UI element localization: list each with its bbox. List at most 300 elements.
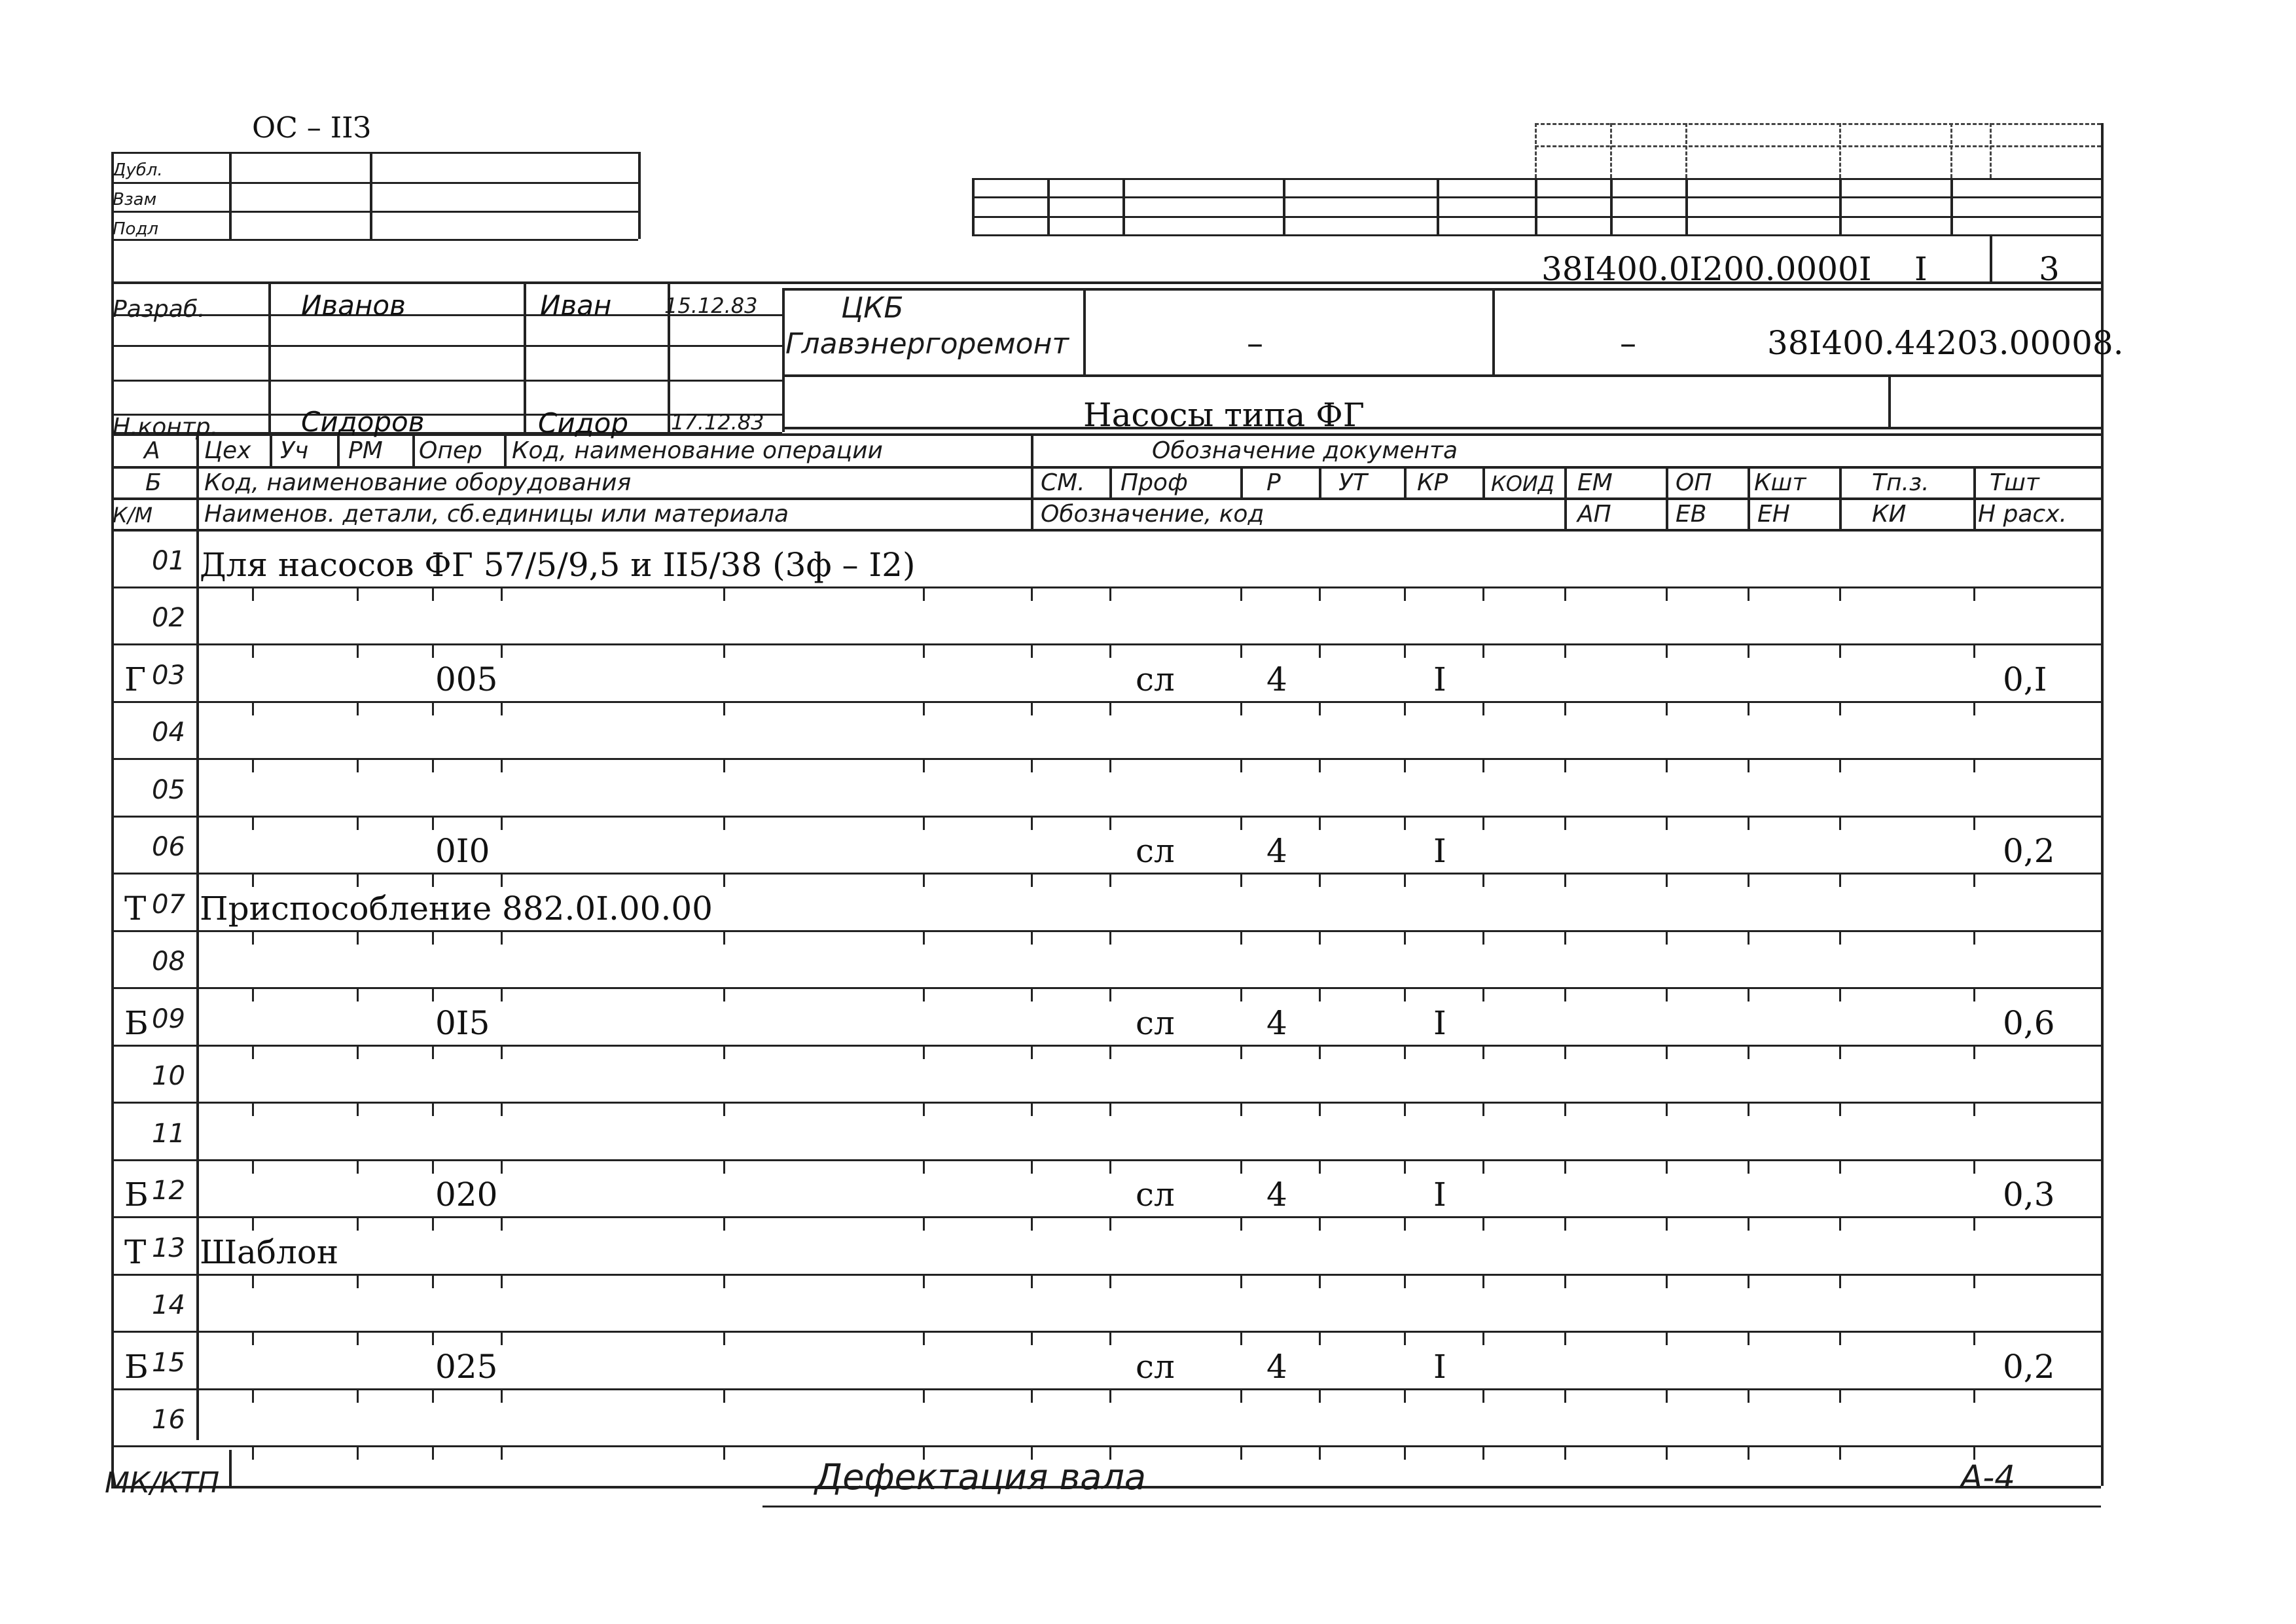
rule-line (111, 758, 2101, 760)
grid-tick (1109, 873, 1111, 887)
grid-tick (252, 1331, 254, 1345)
row-r: 4 (1266, 1348, 1287, 1386)
grid-tick (1666, 701, 1668, 715)
grid-tick (1319, 1102, 1321, 1116)
grid-tick (252, 758, 254, 772)
grid-tick (1404, 1216, 1406, 1231)
rule-line (1109, 466, 1112, 497)
grid-tick (357, 586, 359, 601)
grid-tick (1404, 1274, 1406, 1288)
grid-tick (252, 1216, 254, 1231)
grid-tick (1973, 643, 1975, 658)
row-r: 4 (1266, 1176, 1287, 1214)
grid-tick (1564, 1331, 1566, 1345)
grid-tick (1240, 758, 1242, 772)
grid-tick (923, 1159, 925, 1174)
grid-tick (1240, 1331, 1242, 1345)
grid-tick (1404, 586, 1406, 601)
grid-tick (1564, 1045, 1566, 1059)
grid-tick (1973, 1331, 1975, 1345)
rule-line (1535, 123, 1537, 178)
grid-tick (1666, 930, 1668, 945)
rule-line (1685, 178, 1688, 234)
rule-line (1839, 178, 1842, 234)
grid-tick (1319, 1388, 1321, 1403)
grid-tick (923, 586, 925, 601)
rule-line (229, 1450, 232, 1486)
row-number: 11 (152, 1119, 185, 1149)
rule-line (1319, 466, 1321, 497)
grid-tick (1564, 1102, 1566, 1116)
rule-line (111, 1445, 2101, 1447)
grid-tick (357, 1388, 359, 1403)
nkontr-label: Н.контр. (113, 414, 219, 441)
rule-line (1950, 178, 1953, 234)
rule-line (1535, 178, 1537, 234)
grid-tick (1666, 1388, 1668, 1403)
grid-tick (1482, 1102, 1484, 1116)
header-kst: Кшт (1754, 469, 1806, 496)
grid-tick (1666, 1159, 1668, 1174)
row-kr: І (1433, 660, 1446, 698)
grid-tick (252, 1102, 254, 1116)
row-text: Приспособление 882.0І.00.00 (200, 890, 713, 928)
grid-tick (432, 1216, 434, 1231)
grid-tick (1839, 586, 1841, 601)
rule-line (111, 211, 638, 213)
row-operation: 025 (435, 1348, 498, 1386)
grid-tick (501, 701, 503, 715)
grid-tick (1109, 643, 1111, 658)
rule-line (1666, 466, 1668, 497)
grid-tick (1319, 1045, 1321, 1059)
grid-tick (1240, 1388, 1242, 1403)
grid-tick (357, 987, 359, 1001)
rule-line (1122, 178, 1125, 234)
row-number: 09 (152, 1004, 185, 1034)
header-ev: ЕВ (1676, 501, 1707, 528)
rule-line (1437, 178, 1439, 234)
grid-tick (1748, 873, 1749, 887)
grid-tick (723, 643, 725, 658)
rule-line (111, 987, 2101, 989)
grid-tick (1748, 816, 1749, 830)
grid-tick (1404, 1045, 1406, 1059)
grid-tick (723, 1159, 725, 1174)
grid-tick (501, 1331, 503, 1345)
grid-tick (1482, 816, 1484, 830)
vzam-label: Взам (113, 190, 157, 209)
header-koid: КОИД (1491, 471, 1554, 496)
grid-tick (1564, 701, 1566, 715)
grid-tick (1031, 1216, 1033, 1231)
rule-line (524, 281, 526, 432)
rule-line (370, 152, 372, 239)
row-profession: сл (1136, 1348, 1175, 1386)
grid-tick (723, 701, 725, 715)
rule-line (782, 288, 2101, 291)
grid-tick (923, 643, 925, 658)
header-b: Б (145, 469, 162, 496)
grid-tick (1666, 873, 1668, 887)
row-tsht: 0,2 (2003, 832, 2055, 870)
grid-tick (723, 1045, 725, 1059)
org-line2: Главэнергоремонт (785, 327, 1069, 361)
row-tsht: 0,І (2003, 660, 2047, 698)
header-kod-equipment: Код, наименование оборудования (204, 469, 632, 496)
row-r: 4 (1266, 660, 1287, 698)
grid-tick (357, 643, 359, 658)
rule-line (1685, 123, 1687, 178)
grid-tick (357, 1045, 359, 1059)
grid-tick (1240, 1102, 1242, 1116)
grid-tick (501, 586, 503, 601)
grid-tick (1319, 1216, 1321, 1231)
grid-tick (1748, 701, 1749, 715)
grid-tick (252, 1388, 254, 1403)
footer-code: А-4 (1960, 1458, 2016, 1496)
rule-line (1990, 123, 1992, 178)
rule-line (1973, 466, 1976, 497)
rule-line (1610, 123, 1612, 178)
grid-tick (1319, 1331, 1321, 1345)
razrab-label: Разраб. (113, 296, 206, 323)
grid-tick (1109, 1388, 1111, 1403)
grid-tick (1109, 586, 1111, 601)
grid-tick (1482, 1274, 1484, 1288)
header-op: ОП (1676, 469, 1712, 496)
rule-line (268, 281, 271, 432)
grid-tick (723, 1102, 725, 1116)
grid-tick (1482, 701, 1484, 715)
grid-tick (432, 1274, 434, 1288)
grid-tick (723, 1388, 725, 1403)
rule-line (412, 433, 415, 466)
grid-tick (1839, 1331, 1841, 1345)
grid-tick (1973, 1102, 1975, 1116)
grid-tick (252, 701, 254, 715)
row-prefix: Т (124, 890, 147, 928)
sheet-number: 3 (2039, 250, 2060, 288)
row-number: 14 (152, 1290, 185, 1320)
rule-line (111, 816, 2101, 818)
grid-tick (1748, 586, 1749, 601)
grid-tick (1839, 1216, 1841, 1231)
grid-tick (252, 1159, 254, 1174)
row-number: 07 (152, 890, 185, 920)
grid-tick (1319, 873, 1321, 887)
grid-tick (1404, 987, 1406, 1001)
grid-tick (923, 1274, 925, 1288)
rule-line (111, 1045, 2101, 1047)
row-kr: І (1433, 832, 1446, 870)
grid-tick (1973, 701, 1975, 715)
grid-tick (1839, 873, 1841, 887)
grid-tick (1240, 1274, 1242, 1288)
grid-tick (501, 1159, 503, 1174)
grid-tick (1031, 643, 1033, 658)
rule-line (1839, 123, 1841, 178)
rule-line (782, 288, 785, 432)
row-number: 01 (152, 546, 185, 576)
grid-tick (1748, 1388, 1749, 1403)
grid-tick (357, 1216, 359, 1231)
header-ki: КИ (1872, 501, 1907, 528)
rule-line (111, 1102, 2101, 1104)
grid-tick (1973, 1216, 1975, 1231)
grid-tick (923, 816, 925, 830)
grid-tick (1748, 1445, 1749, 1460)
grid-tick (1973, 1045, 1975, 1059)
grid-tick (1109, 758, 1111, 772)
grid-tick (1564, 1388, 1566, 1403)
grid-tick (1839, 1045, 1841, 1059)
rule-line (111, 529, 2101, 532)
grid-tick (923, 930, 925, 945)
rule-line (111, 1159, 2101, 1161)
grid-tick (1404, 758, 1406, 772)
grid-tick (357, 701, 359, 715)
row-number: 16 (152, 1405, 185, 1435)
grid-tick (1109, 1274, 1111, 1288)
grid-tick (1748, 1045, 1749, 1059)
grid-tick (432, 758, 434, 772)
grid-tick (1748, 1216, 1749, 1231)
grid-tick (723, 987, 725, 1001)
grid-tick (1319, 816, 1321, 830)
grid-tick (723, 1274, 725, 1288)
grid-tick (1482, 758, 1484, 772)
grid-tick (1482, 1216, 1484, 1231)
grid-tick (923, 873, 925, 887)
grid-tick (432, 643, 434, 658)
rule-line (111, 497, 2101, 500)
grid-tick (432, 1045, 434, 1059)
grid-tick (432, 1159, 434, 1174)
grid-tick (1031, 873, 1033, 887)
grid-tick (1404, 701, 1406, 715)
grid-tick (923, 1045, 925, 1059)
row-prefix: Б (124, 1004, 149, 1042)
grid-tick (1482, 1388, 1484, 1403)
grid-tick (1404, 643, 1406, 658)
rule-line (1283, 178, 1285, 234)
row-number: 04 (152, 717, 185, 748)
grid-tick (1031, 758, 1033, 772)
header-designation-code: Обозначение, код (1041, 501, 1265, 528)
header-oper: Опер (419, 437, 482, 464)
grid-tick (432, 816, 434, 830)
grid-tick (1666, 1045, 1668, 1059)
razrab-signature: Иван (540, 289, 612, 321)
grid-tick (1319, 643, 1321, 658)
row-profession: сл (1136, 1004, 1175, 1042)
rule-line (111, 1216, 2101, 1218)
grid-tick (1973, 1388, 1975, 1403)
row-r: 4 (1266, 1004, 1287, 1042)
grid-tick (357, 816, 359, 830)
grid-tick (501, 816, 503, 830)
grid-tick (432, 586, 434, 601)
form-code: ОС – ІІЗ (252, 111, 371, 145)
rule-line (111, 466, 2101, 469)
grid-tick (1839, 643, 1841, 658)
rule-line (1404, 466, 1407, 497)
dubl-label: Дубл. (113, 160, 163, 180)
grid-tick (1240, 930, 1242, 945)
header-tsht: Тшт (1990, 469, 2039, 496)
rule-line (1492, 288, 1495, 374)
grid-tick (1666, 758, 1668, 772)
header-ut: УТ (1338, 469, 1367, 496)
row-number: 12 (152, 1176, 185, 1206)
grid-tick (1109, 1216, 1111, 1231)
podl-label: Подл (113, 219, 159, 239)
grid-tick (1031, 1388, 1033, 1403)
rule-line (270, 433, 272, 466)
grid-tick (1404, 1102, 1406, 1116)
grid-tick (1240, 1216, 1242, 1231)
grid-tick (723, 1216, 725, 1231)
grid-tick (1839, 1445, 1841, 1460)
grid-tick (1404, 1159, 1406, 1174)
grid-tick (1109, 1045, 1111, 1059)
rule-line (972, 234, 2101, 236)
row-number: 10 (152, 1061, 185, 1091)
grid-tick (1973, 586, 1975, 601)
row-prefix: Г (124, 660, 147, 698)
grid-tick (252, 643, 254, 658)
row-profession: сл (1136, 1176, 1175, 1214)
razrab-name: Иванов (301, 289, 406, 321)
grid-tick (923, 1388, 925, 1403)
grid-tick (252, 1274, 254, 1288)
grid-tick (1666, 1445, 1668, 1460)
grid-tick (1404, 1445, 1406, 1460)
grid-tick (1666, 1102, 1668, 1116)
grid-tick (1564, 987, 1566, 1001)
grid-tick (432, 987, 434, 1001)
grid-tick (1839, 701, 1841, 715)
product-code: 38І400.44203.00008. (1767, 324, 2124, 362)
row-tsht: 0,3 (2003, 1176, 2055, 1214)
grid-tick (1482, 1045, 1484, 1059)
grid-tick (1031, 816, 1033, 830)
grid-tick (1404, 1331, 1406, 1345)
row-r: 4 (1266, 832, 1287, 870)
grid-tick (1109, 987, 1111, 1001)
grid-tick (1748, 643, 1749, 658)
grid-tick (357, 873, 359, 887)
grid-tick (1666, 643, 1668, 658)
header-part-name: Наименов. детали, сб.единицы или материала (204, 501, 789, 528)
rule-line (1482, 466, 1485, 497)
rule-line (111, 1331, 2101, 1333)
row-tsht: 0,2 (2003, 1348, 2055, 1386)
rule-line (1240, 466, 1243, 497)
grid-tick (1748, 758, 1749, 772)
header-uch: Уч (280, 437, 309, 464)
grid-tick (1564, 643, 1566, 658)
header-km: К/М (113, 503, 153, 528)
grid-tick (1666, 586, 1668, 601)
grid-tick (1404, 873, 1406, 887)
grid-tick (1404, 816, 1406, 830)
grid-tick (432, 1102, 434, 1116)
grid-tick (723, 1445, 725, 1460)
grid-tick (1240, 701, 1242, 715)
header-kr: КР (1417, 469, 1448, 496)
grid-tick (1666, 1216, 1668, 1231)
grid-tick (1748, 1102, 1749, 1116)
grid-tick (1839, 1388, 1841, 1403)
grid-tick (923, 987, 925, 1001)
rule-line (111, 873, 2101, 875)
row-operation: 0І0 (435, 832, 490, 870)
row-operation: 005 (435, 660, 498, 698)
grid-tick (432, 873, 434, 887)
grid-tick (1666, 1331, 1668, 1345)
grid-tick (1404, 930, 1406, 945)
grid-tick (1564, 758, 1566, 772)
header-doc-designation: Обозначение документа (1152, 437, 1458, 464)
grid-tick (252, 873, 254, 887)
grid-tick (1482, 1445, 1484, 1460)
row-kr: І (1433, 1348, 1446, 1386)
grid-tick (501, 1445, 503, 1460)
grid-tick (357, 1331, 359, 1345)
grid-tick (923, 758, 925, 772)
row-kr: І (1433, 1176, 1446, 1214)
grid-tick (357, 1274, 359, 1288)
rule-line (1839, 466, 1842, 497)
grid-tick (1240, 873, 1242, 887)
grid-tick (1973, 1159, 1975, 1174)
rule-line (1564, 466, 1567, 497)
grid-tick (1319, 701, 1321, 715)
grid-tick (1564, 816, 1566, 830)
grid-tick (1240, 1445, 1242, 1460)
rule-line (337, 433, 340, 466)
grid-tick (1319, 1274, 1321, 1288)
header-tpz: Тп.з. (1872, 469, 1929, 496)
grid-tick (1839, 1159, 1841, 1174)
grid-tick (1973, 1445, 1975, 1460)
grid-tick (1748, 1331, 1749, 1345)
row-number: 13 (152, 1233, 185, 1263)
grid-tick (1031, 701, 1033, 715)
grid-tick (1564, 586, 1566, 601)
grid-tick (1109, 930, 1111, 945)
nkontr-date: 17.12.83 (671, 410, 764, 435)
row-prefix: Т (124, 1233, 147, 1271)
grid-tick (1482, 1159, 1484, 1174)
grid-tick (1839, 816, 1841, 830)
rule-line (1888, 374, 1891, 427)
grid-tick (1839, 1102, 1841, 1116)
row-profession: сл (1136, 832, 1175, 870)
grid-tick (1109, 1102, 1111, 1116)
rule-line (111, 586, 2101, 588)
grid-tick (1240, 987, 1242, 1001)
rule-line (111, 380, 782, 382)
grid-tick (432, 930, 434, 945)
rule-line (111, 930, 2101, 932)
grid-tick (1973, 987, 1975, 1001)
grid-tick (252, 816, 254, 830)
rule-line (782, 427, 2101, 429)
grid-tick (1031, 1331, 1033, 1345)
